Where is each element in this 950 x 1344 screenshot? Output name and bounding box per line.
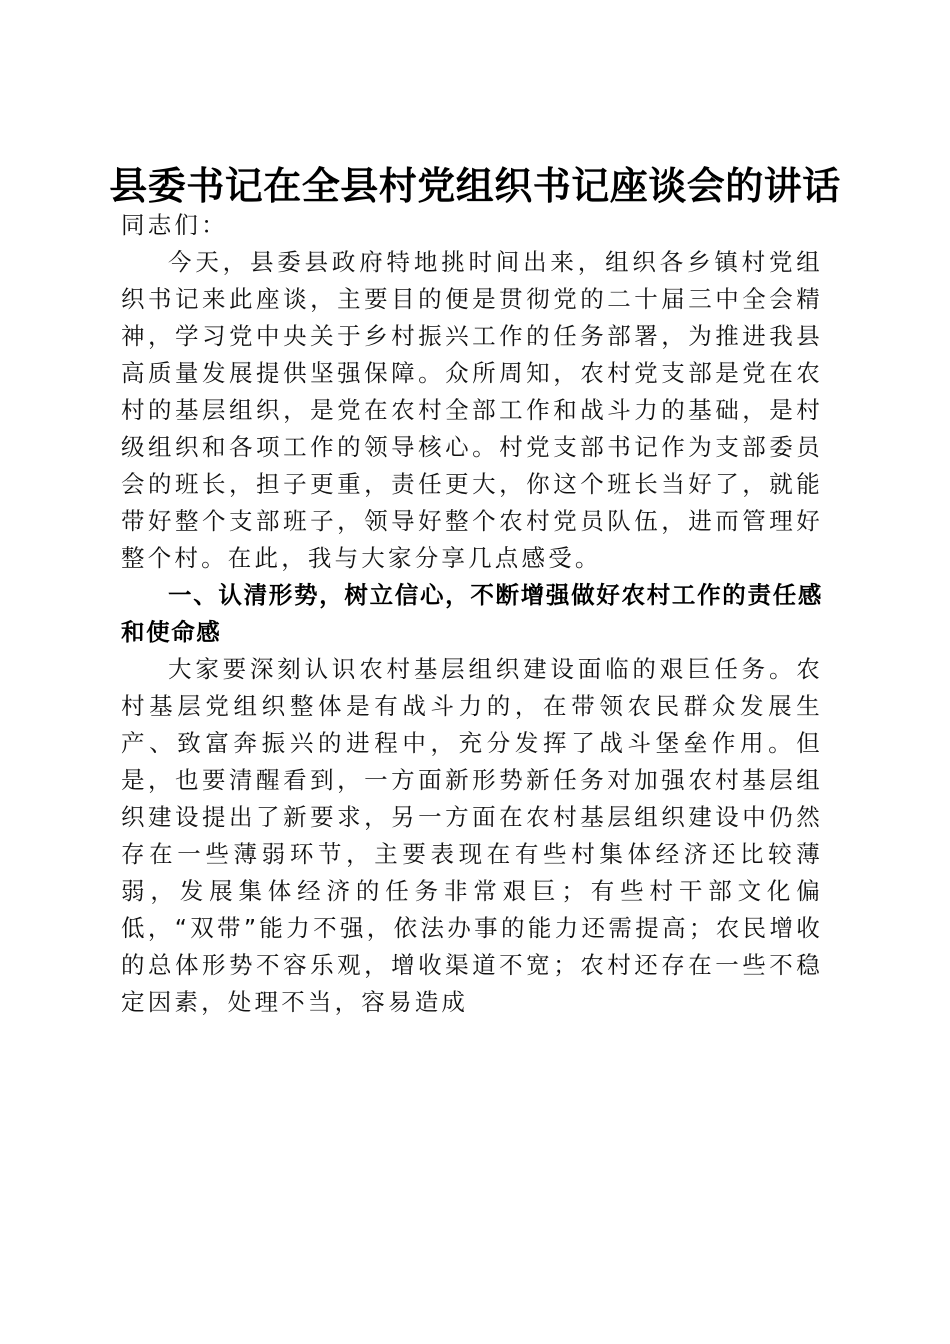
salutation: 同志们： [121, 211, 228, 239]
document-title: 县委书记在全县村党组织书记座谈会的讲话 [109, 163, 841, 209]
document-body [121, 207, 823, 1021]
intro-paragraph: 今天，县委县政府特地挑时间出来，组织各乡镇村党组织书记来此座谈，主要目的便是贯彻党的二十届三中全会精神，学习党中央关于乡村振兴工作的任务部署，为推进我县高质量发展提供坚强保障。众所周知，农村党支部是党在农村的基层组织，是党在农村全部工作和战斗力的基础，是村级组织和各项工作的领导核心。村党支部书记作为支部委员会的班长，担子更重，责任更大，你这个班长当好了，就能带好整个支部班子，领导好整个农村党员队伍，进而管理好整个村。在此，我与大家分享几点感受。 [121, 248, 823, 572]
section-1-paragraph: 大家要深刻认识农村基层组织建设面临的艰巨任务。农村基层党组织整体是有战斗力的，在带领农民群众发展生产、致富奔振兴的进程中，充分发挥了战斗堡垒作用。但是，也要清醒看到，一方面新形势新任务对加强农村基层组织建设提出了新要求，另一方面在农村基层组织建设中仍然存在一些薄弱环节，主要表现在有些村集体经济还比较薄弱，发展集体经济的任务非常艰巨；有些村干部文化偏低，“双带”能力不强，依法办事的能力还需提高；农民增收的总体形势不容乐观，增收渠道不宽；农村还存在一些不稳定因素，处理不当，容易造成 [121, 655, 823, 1016]
section-heading-1: 一、认清形势，树立信心，不断增强做好农村工作的责任感和使命感 [121, 581, 823, 646]
